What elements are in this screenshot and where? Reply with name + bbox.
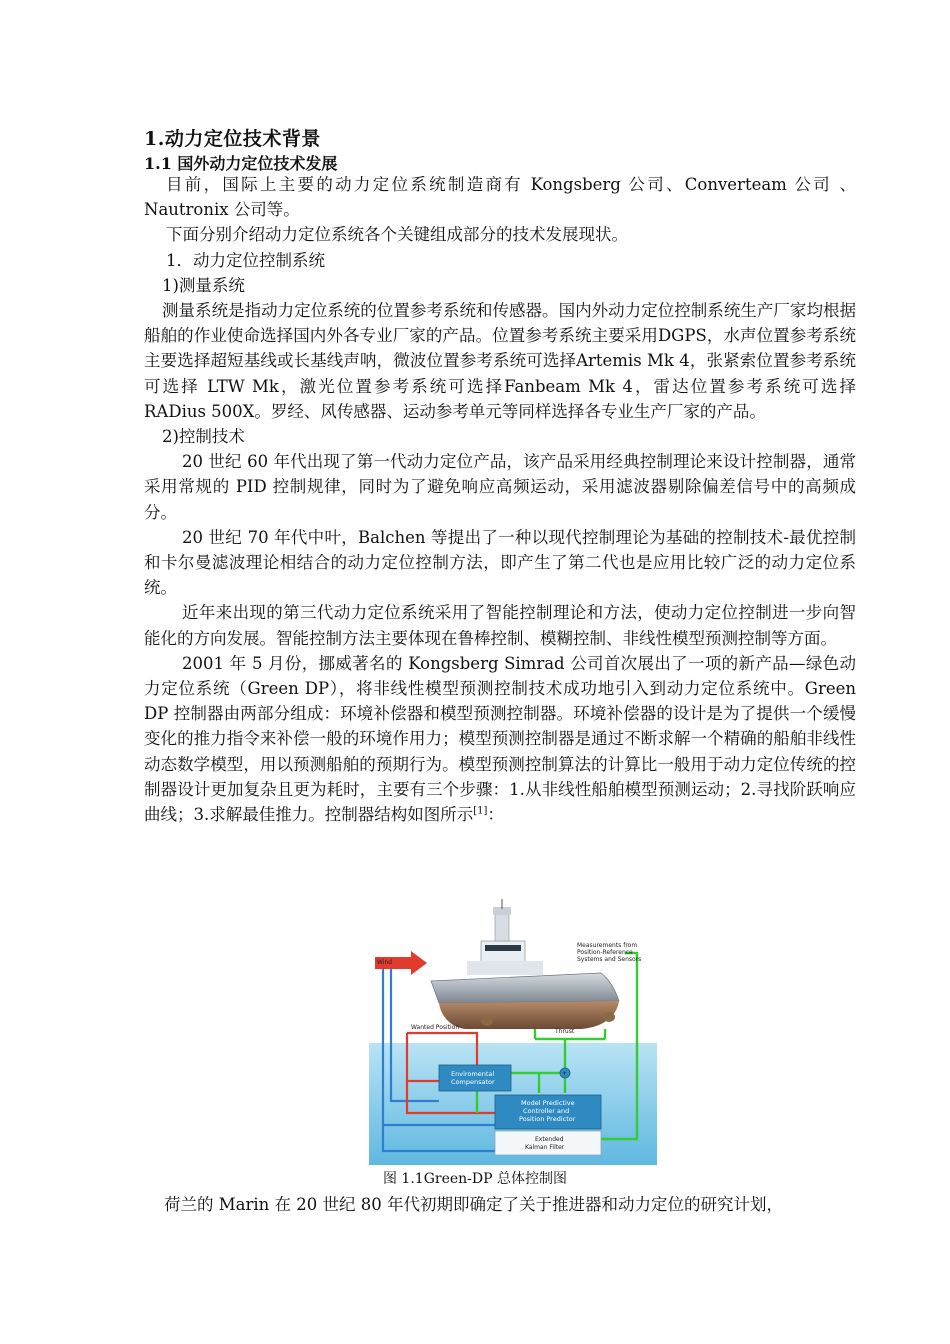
section-heading: 1.动力定位技术背景 bbox=[144, 128, 321, 150]
list-heading-measurement: 1)测量系统 bbox=[162, 275, 245, 295]
measurements-label-2: Position-Reference bbox=[577, 949, 633, 956]
colon: ： bbox=[487, 805, 504, 825]
kalman-filter-box bbox=[495, 1131, 601, 1155]
wind-label: Wind bbox=[377, 959, 393, 966]
list-heading-control: 2)控制技术 bbox=[162, 427, 245, 447]
mpc-label-1: Model Predictive bbox=[521, 1099, 575, 1107]
paragraph-measurement: 测量系统是指动力定位系统的位置参考系统和传感器。国内外动力定位控制系统生产厂家均根据船舶的作业使命选择国内外各专业厂家的产品。位置参考系统主要采用DGPS，水声位置参考系统主要选择超短基线或长基线声呐，微波位置参考系统可选择Artemis Mk 4，张紧索位置参考系统可选择 LTW Mk，激光位置参考系统可选择Fanbeam Mk 4，雷达位置参考系统可选择 RADius 500X。罗经、风传感器、运动参考单元等同样选择各专业生产厂家的产品。 bbox=[144, 301, 856, 421]
body-text bbox=[144, 172, 856, 827]
subsection-heading: 1.1 国外动力定位技术发展 bbox=[144, 154, 338, 173]
measurements-label-3: Systems and Sensors bbox=[577, 956, 642, 963]
mpc-label-3: Position Predictor bbox=[519, 1115, 576, 1123]
green-dp-diagram bbox=[369, 893, 657, 1165]
paragraph-second-gen: 20 世纪 70 年代中叶，Balchen 等提出了一种以现代控制理论为基础的控制技术-最优控制和卡尔曼滤波理论相结合的动力定位控制方法，即产生了第二代也是应用比较广泛的动力定位系统。 bbox=[144, 527, 856, 598]
env-comp-label-1: Enviromental bbox=[451, 1070, 495, 1078]
mpc-label-2: Controller and bbox=[523, 1107, 570, 1115]
paragraph-green-dp bbox=[144, 651, 856, 827]
paragraph-intro: 下面分别介绍动力定位系统各个关键组成部分的技术发展现状。 bbox=[166, 225, 628, 245]
list-heading-control-system: 1．动力定位控制系统 bbox=[166, 250, 325, 270]
paragraph-marin: 荷兰的 Marin 在 20 世纪 80 年代初期即确定了关于推进器和动力定位的研究计划， bbox=[164, 1195, 783, 1214]
kalman-label-1: Extended bbox=[535, 1136, 564, 1143]
paragraph-first-gen: 20 世纪 60 年代出现了第一代动力定位产品，该产品采用经典控制理论来设计控制器，通常采用常规的 PID 控制规律，同时为了避免响应高频运动，采用滤波器剔除偏差信号中的高频成分。 bbox=[144, 452, 856, 522]
citation: [1] bbox=[473, 805, 488, 817]
paragraph-manufacturers: 目前，国际上主要的动力定位系统制造商有 Kongsberg 公司、Converteam 公司 、Nautronix 公司等。 bbox=[144, 175, 856, 220]
measurements-label-1: Measurements from bbox=[577, 942, 638, 949]
kalman-label-2: Kalman Filter bbox=[525, 1144, 565, 1151]
wanted-position-label: Wanted Position bbox=[411, 1024, 460, 1031]
summing-plus: + bbox=[562, 1070, 568, 1077]
paragraph-third-gen: 近年来出现的第三代动力定位系统采用了智能控制理论和方法，使动力定位控制进一步向智能化的方向发展。智能控制方法主要体现在鲁棒控制、模糊控制、非线性模型预测控制等方面。 bbox=[144, 603, 856, 648]
green-dp-text: 2001 年 5 月份，挪威著名的 Kongsberg Simrad 公司首次展出了一项的新产品—绿色动力定位系统（Green DP），将非线性模型预测控制技术成功地引入到动力定位系统中。Green DP 控制器由两部分组成：环境补偿器和模型预测控制器。环境补偿器的设计是为了提供一个缓慢变化的推力指令来补偿一般的环境作用力；模型预测控制器是通过不断求解一个精确的船舶非线性动态数学模型，用以预测船舶的预期行为。模型预测控制算法的计算比一般用于动力定位传统的控制器设计更加复杂且更为耗时，主要有三个步骤：1.从非线性船舶模型预测运动；2.寻找阶跃响应曲线；3.求解最佳推力。控制器结构如图所示 bbox=[144, 653, 856, 825]
figure-caption: 图 1.1Green-DP 总体控制图 bbox=[382, 1171, 567, 1187]
env-comp-label-2: Compensator bbox=[451, 1078, 495, 1086]
thrust-label: Thrust bbox=[555, 1028, 575, 1035]
